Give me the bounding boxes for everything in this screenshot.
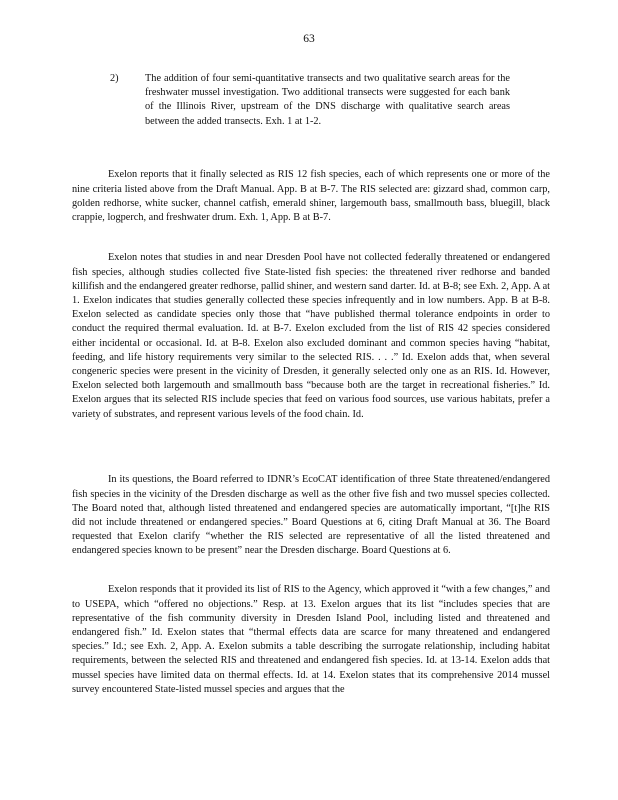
paragraph-listed-species: Exelon notes that studies in and near Dresden Pool have not collected federally threatened or endangered fish species, although studies collected five State-listed fish species: the threatened river redhorse and banded killifish and the endangered greater redhorse, pallid shiner, and western sand darter. Id. at B-8; see Exh. 2, App. A at 1. Exelon indicates that studies generally collected these species infrequently and in low numbers. App. B at B-8. Exelon selected as candidate species only those that “have published thermal tolerance endpoints in order to conduct the required thermal evaluation. Id. at B-7. Exelon excluded from the list of RIS 42 species considered either incidental or occasional. Id. at B-8. Exelon also excluded dominant and common species having “habitat, feeding, and life history requirements very similar to the selected RIS. . . .” Id. Exelon adds that, when several congeneric species were present in the vicinity of Dresden, it generally selected only one as an RIS. Id. However, Exelon selected both largemouth and smallmouth bass “because both are the target in recreational fisheries.” Id. Exelon argues that its selected RIS include species that feed on various food sources, use various habitats, prefer a variety of substrates, and represent various levels of the food chain. Id.: [72, 252, 550, 420]
page-number: 63: [303, 33, 315, 45]
numbered-list-item: [110, 72, 510, 129]
list-marker: 2): [110, 73, 119, 84]
paragraph-board-questions: In its questions, the Board referred to IDNR’s EcoCAT identification of three State threatened/endangered fish species in the vicinity of the Dresden discharge as well as the other five fish and two mussel species collected. The Board noted that, although listed threatened and endangered species are automatically important, “[t]he RIS did not include threatened or endangered species.” Board Questions at 6, citing Draft Manual at 36. The Board requested that Exelon clarify “whether the RIS selected are representative of all the listed threatened and endangered species known to be present” near the Dresden discharge. Board Questions at 6.: [72, 474, 550, 557]
paragraph-ris-selection: Exelon reports that it finally selected as RIS 12 fish species, each of which represents one or more of the nine criteria listed above from the Draft Manual. App. B at B-7. The RIS selected are: gizzard shad, common carp, golden redhorse, white sucker, channel catfish, emerald shiner, largemouth bass, smallmouth bass, bluegill, black crappie, logperch, and freshwater drum. Exh. 1, App. B at B-7.: [72, 169, 550, 223]
paragraph-exelon-response: Exelon responds that it provided its list of RIS to the Agency, which approved it “with a few changes,” and to USEPA, which “offered no objections.” Resp. at 13. Exelon argues that its list “includes species that are representative of the fish community diversity in Dresden Island Pool, including listed and threatened and endangered fish.” Id. Exelon states that “thermal effects data are scarce for many threatened and endangered species.” Id.; see Exh. 2, App. A. Exelon submits a table describing the surrogate relationship, including habitat requirements, between the selected RIS and threatened and endangered fish species. Id. at 13-14. Exelon adds that mussel species have limited data on thermal effects. Id. at 14. Exelon states that its comprehensive 2014 mussel survey encountered State-listed mussel species and argues that the: [72, 584, 550, 695]
list-item-text: The addition of four semi-quantitative transects and two qualitative search areas for the freshwater mussel investigation. Two additional transects were suggested for each bank of the Illinois River, upstream of the DNS discharge with qualitative search areas between the added transects. Exh. 1 at 1-2.: [145, 73, 510, 127]
